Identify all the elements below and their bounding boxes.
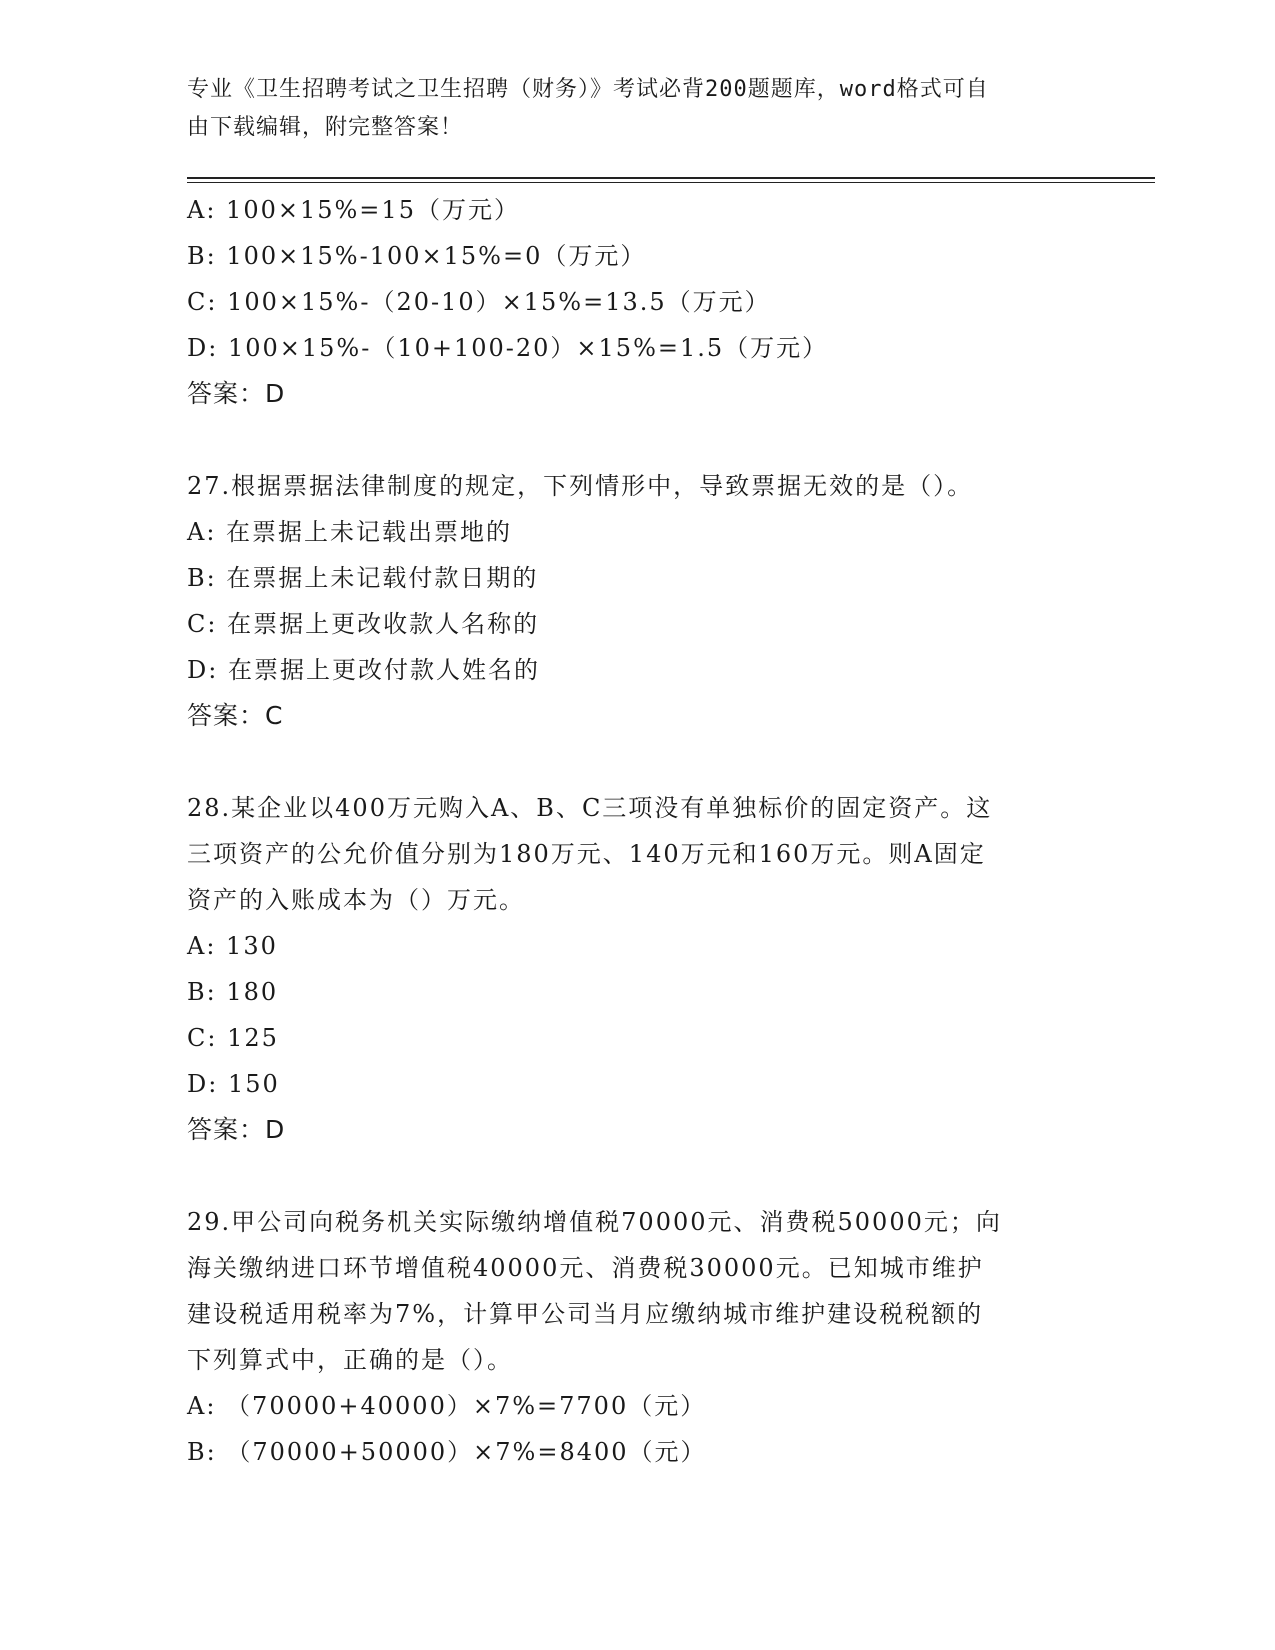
header-line-2: 由下载编辑，附完整答案！ — [187, 115, 464, 140]
question-content — [187, 187, 1087, 1475]
option-a: A: 130 — [187, 932, 278, 960]
document-header — [187, 71, 1067, 147]
question-text: 27.根据票据法律制度的规定，下列情形中，导致票据无效的是（）。 — [187, 472, 974, 500]
question-26 — [187, 187, 1087, 417]
answer: 答案：C — [187, 701, 284, 730]
spacer — [187, 417, 1087, 463]
question-text-line-1: 28.某企业以400万元购入A、B、C三项没有单独标价的固定资产。这 — [187, 794, 993, 822]
spacer — [187, 739, 1087, 785]
spacer — [187, 1153, 1087, 1199]
answer: 答案：D — [187, 1115, 286, 1144]
option-c: C: 在票据上更改收款人名称的 — [187, 610, 540, 638]
question-text-line-3: 建设税适用税率为7%，计算甲公司当月应缴纳城市维护建设税税额的 — [187, 1300, 984, 1328]
question-28 — [187, 785, 1087, 1153]
option-d: D: 在票据上更改付款人姓名的 — [187, 656, 540, 684]
question-text-line-3: 资产的入账成本为（）万元。 — [187, 886, 525, 914]
option-a: A: （70000+40000）×7%=7700（元） — [187, 1392, 707, 1420]
option-d: D: 100×15%-（10+100-20）×15%=1.5（万元） — [187, 334, 829, 362]
question-text-line-2: 三项资产的公允价值分别为180万元、140万元和160万元。则A固定 — [187, 840, 986, 868]
option-c: C: 100×15%-（20-10）×15%=13.5（万元） — [187, 288, 771, 316]
option-a: A: 在票据上未记载出票地的 — [187, 518, 513, 546]
option-b: B: （70000+50000）×7%=8400（元） — [187, 1438, 707, 1466]
question-text-line-1: 29.甲公司向税务机关实际缴纳增值税70000元、消费税50000元；向 — [187, 1208, 1002, 1236]
header-rule-thin — [187, 182, 1155, 183]
question-27 — [187, 463, 1087, 739]
option-a: A: 100×15%=15（万元） — [187, 196, 520, 224]
question-text-line-2: 海关缴纳进口环节增值税40000元、消费税30000元。已知城市维护 — [187, 1254, 984, 1282]
question-text-line-4: 下列算式中，正确的是（）。 — [187, 1346, 513, 1374]
option-b: B: 100×15%-100×15%=0（万元） — [187, 242, 647, 270]
header-rule-thick — [187, 177, 1155, 179]
option-b: B: 180 — [187, 978, 279, 1006]
header-line-1: 专业《卫生招聘考试之卫生招聘（财务）》考试必背200题题库，word格式可自 — [187, 77, 989, 102]
option-d: D: 150 — [187, 1070, 280, 1098]
answer: 答案：D — [187, 379, 286, 408]
option-c: C: 125 — [187, 1024, 279, 1052]
option-b: B: 在票据上未记载付款日期的 — [187, 564, 539, 592]
question-29 — [187, 1199, 1087, 1475]
